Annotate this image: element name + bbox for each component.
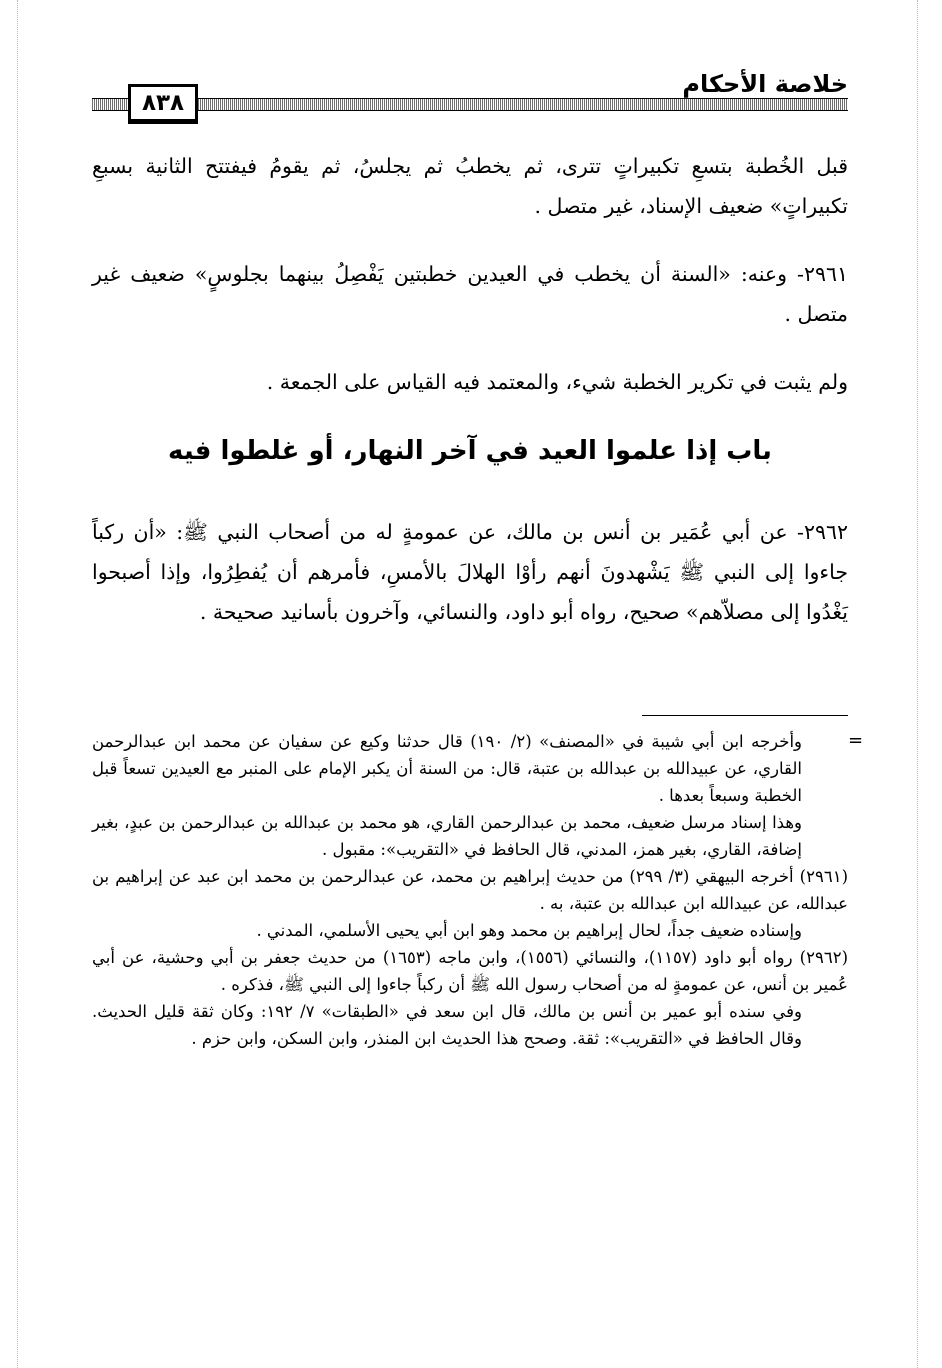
paragraph-text: ٢٩٦١- وعنه: «السنة أن يخطب في العيدين خطبتين يَفْصِلُ بينهما بجلوسٍ» ضعيف غير متصل . [92,262,848,326]
author-note [92,362,848,402]
paragraph-text: قبل الخُطبة بتسعِ تكبيراتٍ تترى، ثم يخطبُ ثم يجلسُ، ثم يقومُ فيفتتح الثانية بسبعِ تكبيراتٍ» ضعيف الإسناد، غير متصل . [92,154,848,218]
hadith-2961 [92,254,848,334]
footnote-separator [642,715,848,716]
footnotes [92,728,848,1052]
footnote-2962: (٢٩٦٢) رواه أبو داود (١١٥٧)، والنسائي (١٥٥٦)، وابن ماجه (١٦٥٣) من حديث جعفر بن أبي وحشية، عن أبي عُمير بن أنس، عن عمومةٍ له من أصحاب رسول الله ﷺ أن ركباً جاءوا إلى النبي ﷺ، فذكره . [92,948,849,994]
hadith-continuation [92,146,848,226]
footnote-continued-note: وهذا إسناد مرسل ضعيف، محمد بن عبدالرحمن القاري، هو محمد بن عبدالله بن عبدالرحمن بن عبدٍ، بغير إضافة، القاري، بغير همز، المدني، قال الحافظ في «التقريب»: مقبول . [92,813,802,859]
footnote-2961: (٢٩٦١) أخرجه البيهقي (٣/ ٢٩٩) من حديث إبراهيم بن محمد، عن عبدالرحمن بن محمد ابن عبد عن إبراهيم بن عبدالله، عن عبيدالله ابن عبدالله بن عتبة، به . [92,867,848,913]
paragraph-text: ولم يثبت في تكرير الخطبة شيء، والمعتمد فيه القياس على الجمعة . [266,370,848,394]
page-header [92,60,848,122]
paragraph-text: ٢٩٦٢- عن أبي عُمَير بن أنس بن مالك، عن عمومةٍ له من أصحاب النبي ﷺ: «أن ركباً جاءوا إلى النبي ﷺ يَشْهدونَ أنهم رأوْا الهلالَ بالأمسِ، فأمرهم أن يُفطِرُوا، وإذا أصبحوا يَغْدُوا إلى مصلاّهم» صحيح، رواه أبو داود، والنسائي، وآخرون بأسانيد صحيحة . [92,520,848,624]
continuation-mark: = [848,730,864,751]
right-dotted-margin [917,0,918,1368]
chapter-title: باب إذا علموا العيد في آخر النهار، أو غلطوا فيه [168,436,772,466]
footnote-continued: وأخرجه ابن أبي شيبة في «المصنف» (٢/ ١٩٠) قال حدثنا وكيع عن سفيان عن محمد ابن عبدالرحمن القاري، عن عبيدالله بن عبدالله بن عتبة، قال: من السنة أن يكبر الإمام على المنبر مع العيدين تسعاً قبل الخطبة وسبعاً بعدها . [92,732,803,805]
left-dotted-margin [17,0,18,1368]
header-rule [92,98,848,111]
book-title: خلاصة الأحكام [682,70,848,98]
hadith-2962 [92,512,848,632]
footnote-2962-note: وفي سنده أبو عمير بن أنس بن مالك، قال ابن سعد في «الطبقات» ٧/ ١٩٢: وكان ثقة قليل الحديث. وقال الحافظ في «التقريب»: ثقة. وصحح هذا الحديث ابن المنذر، وابن السكن، وابن حزم . [92,1002,802,1048]
footnote-2961-note: وإسناده ضعيف جداً، لحال إبراهيم بن محمد وهو ابن أبي يحيى الأسلمي، المدني . [256,921,802,940]
page-number: ٨٣٨ [128,84,198,124]
